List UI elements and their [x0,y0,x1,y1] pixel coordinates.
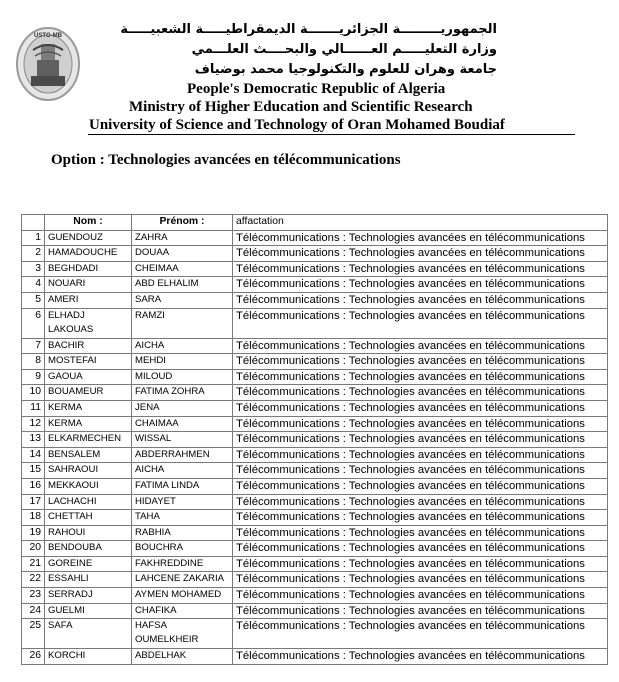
table-row [22,588,608,604]
prenom-cell: HAFSA OUMELKHEIR [132,619,233,649]
affectation-cell: Télécommunications : Technologies avancées en télécommunications [233,277,608,293]
table-row [22,510,608,526]
prenom-cell: LAHCENE ZAKARIA [132,572,233,588]
nom-cell: KORCHI [45,649,132,665]
row-number-cell: 9 [22,369,45,385]
nom-cell: GUELMI [45,603,132,619]
affectation-cell: Télécommunications : Technologies avancées en télécommunications [233,494,608,510]
row-number-cell: 7 [22,338,45,354]
nom-cell: ELHADJ LAKOUAS [45,308,132,338]
table-row [22,308,608,338]
row-number-cell: 23 [22,588,45,604]
prenom-cell: JENA [132,400,233,416]
prenom-cell: CHAIMAA [132,416,233,432]
nom-cell: RAHOUI [45,525,132,541]
nom-cell: BENDOUBA [45,541,132,557]
row-number-cell: 19 [22,525,45,541]
row-number-cell: 18 [22,510,45,526]
affectation-cell: Télécommunications : Technologies avancées en télécommunications [233,556,608,572]
prenom-cell: SARA [132,292,233,308]
affectation-cell: Télécommunications : Technologies avancées en télécommunications [233,246,608,262]
table-row [22,246,608,262]
table-row [22,292,608,308]
prenom-cell: BOUCHRA [132,541,233,557]
affectation-cell: Télécommunications : Technologies avancées en télécommunications [233,510,608,526]
row-number-cell: 6 [22,308,45,338]
affectation-cell: Télécommunications : Technologies avancées en télécommunications [233,416,608,432]
header-english-republic: People's Democratic Republic of Algeria [187,81,446,97]
nom-cell: CHETTAH [45,510,132,526]
prenom-cell: FATIMA ZOHRA [132,385,233,401]
prenom-cell: HIDAYET [132,494,233,510]
table-header-row [22,215,608,231]
nom-cell: KERMA [45,400,132,416]
affectation-cell: Télécommunications : Technologies avancées en télécommunications [233,308,608,338]
row-number-cell: 13 [22,432,45,448]
row-number-cell: 14 [22,447,45,463]
affectation-cell: Télécommunications : Technologies avancées en télécommunications [233,369,608,385]
table-row [22,416,608,432]
row-number-cell: 12 [22,416,45,432]
row-number-cell: 20 [22,541,45,557]
prenom-cell: ABD ELHALIM [132,277,233,293]
option-title: Option : Technologies avancées en télécommunications [51,152,401,168]
row-number-cell: 26 [22,649,45,665]
affectation-cell: Télécommunications : Technologies avancées en télécommunications [233,230,608,246]
prenom-cell: RAMZI [132,308,233,338]
affectation-cell: Télécommunications : Technologies avancées en télécommunications [233,447,608,463]
table-row [22,463,608,479]
affectation-cell: Télécommunications : Technologies avancées en télécommunications [233,478,608,494]
table-row [22,369,608,385]
nom-cell: LACHACHI [45,494,132,510]
table-row [22,494,608,510]
prenom-cell: CHAFIKA [132,603,233,619]
prenom-cell: TAHA [132,510,233,526]
header-arabic-ministry: وزارة التعليـــــم العــــــالي والبحــــث العلـــمي [191,42,497,57]
nom-cell: MEKKAOUI [45,478,132,494]
prenom-cell: ABDELHAK [132,649,233,665]
affectation-cell: Télécommunications : Technologies avancées en télécommunications [233,572,608,588]
nom-cell: GAOUA [45,369,132,385]
col-header-number [22,215,45,231]
row-number-cell: 11 [22,400,45,416]
row-number-cell: 3 [22,261,45,277]
header-arabic-republic: الجمهوريـــــــــة الجزائريـــــــة الديمقراطيـــــة الشعبيـــــة [120,22,497,37]
students-table [21,214,608,665]
row-number-cell: 22 [22,572,45,588]
table-row [22,354,608,370]
table-row [22,400,608,416]
university-logo [15,20,81,102]
header-arabic-university: جامعة وهران للعلوم والتكنولوجيا محمد بوضياف [194,62,497,77]
nom-cell: BOUAMEUR [45,385,132,401]
affectation-cell: Télécommunications : Technologies avancées en télécommunications [233,385,608,401]
affectation-cell: Télécommunications : Technologies avancées en télécommunications [233,603,608,619]
table-row [22,572,608,588]
col-header-affectation: affactation [233,215,608,231]
nom-cell: HAMADOUCHE [45,246,132,262]
row-number-cell: 25 [22,619,45,649]
col-header-prenom: Prénom : [132,215,233,231]
row-number-cell: 8 [22,354,45,370]
nom-cell: AMERI [45,292,132,308]
row-number-cell: 24 [22,603,45,619]
prenom-cell: ABDERRAHMEN [132,447,233,463]
affectation-cell: Télécommunications : Technologies avancées en télécommunications [233,463,608,479]
table-row [22,619,608,649]
nom-cell: MOSTEFAI [45,354,132,370]
affectation-cell: Télécommunications : Technologies avancées en télécommunications [233,354,608,370]
affectation-cell: Télécommunications : Technologies avancées en télécommunications [233,588,608,604]
nom-cell: ESSAHLI [45,572,132,588]
table-row [22,385,608,401]
prenom-cell: DOUAA [132,246,233,262]
row-number-cell: 2 [22,246,45,262]
prenom-cell: AYMEN MOHAMED [132,588,233,604]
row-number-cell: 21 [22,556,45,572]
nom-cell: SERRADJ [45,588,132,604]
row-number-cell: 16 [22,478,45,494]
svg-text:USTO-MB: USTO-MB [34,33,62,39]
nom-cell: NOUARI [45,277,132,293]
nom-cell: GOREINE [45,556,132,572]
nom-cell: GUENDOUZ [45,230,132,246]
affectation-cell: Télécommunications : Technologies avancées en télécommunications [233,525,608,541]
affectation-cell: Télécommunications : Technologies avancées en télécommunications [233,400,608,416]
table-row [22,541,608,557]
nom-cell: ELKARMECHEN [45,432,132,448]
row-number-cell: 17 [22,494,45,510]
row-number-cell: 15 [22,463,45,479]
row-number-cell: 4 [22,277,45,293]
row-number-cell: 1 [22,230,45,246]
row-number-cell: 10 [22,385,45,401]
affectation-cell: Télécommunications : Technologies avancées en télécommunications [233,649,608,665]
table-row [22,649,608,665]
prenom-cell: AICHA [132,338,233,354]
prenom-cell: ZAHRA [132,230,233,246]
table-row [22,603,608,619]
affectation-cell: Télécommunications : Technologies avancées en télécommunications [233,541,608,557]
nom-cell: KERMA [45,416,132,432]
table-row [22,338,608,354]
table-row [22,261,608,277]
table-row [22,230,608,246]
table-row [22,447,608,463]
nom-cell: BEGHDADI [45,261,132,277]
table-row [22,277,608,293]
table-row [22,556,608,572]
prenom-cell: FATIMA LINDA [132,478,233,494]
col-header-nom: Nom : [45,215,132,231]
header-divider [88,134,575,135]
prenom-cell: MILOUD [132,369,233,385]
prenom-cell: RABHIA [132,525,233,541]
nom-cell: BENSALEM [45,447,132,463]
prenom-cell: FAKHREDDINE [132,556,233,572]
table-row [22,478,608,494]
affectation-cell: Télécommunications : Technologies avancées en télécommunications [233,261,608,277]
affectation-cell: Télécommunications : Technologies avancées en télécommunications [233,292,608,308]
table-row [22,525,608,541]
prenom-cell: WISSAL [132,432,233,448]
affectation-cell: Télécommunications : Technologies avancées en télécommunications [233,432,608,448]
affectation-cell: Télécommunications : Technologies avancées en télécommunications [233,338,608,354]
nom-cell: BACHIR [45,338,132,354]
prenom-cell: MEHDI [132,354,233,370]
nom-cell: SAFA [45,619,132,649]
nom-cell: SAHRAOUI [45,463,132,479]
prenom-cell: AICHA [132,463,233,479]
affectation-cell: Télécommunications : Technologies avancées en télécommunications [233,619,608,649]
header-english-university: University of Science and Technology of Oran Mohamed Boudiaf [89,117,505,133]
table-row [22,432,608,448]
header-english-ministry: Ministry of Higher Education and Scientific Research [129,99,473,115]
row-number-cell: 5 [22,292,45,308]
prenom-cell: CHEIMAA [132,261,233,277]
